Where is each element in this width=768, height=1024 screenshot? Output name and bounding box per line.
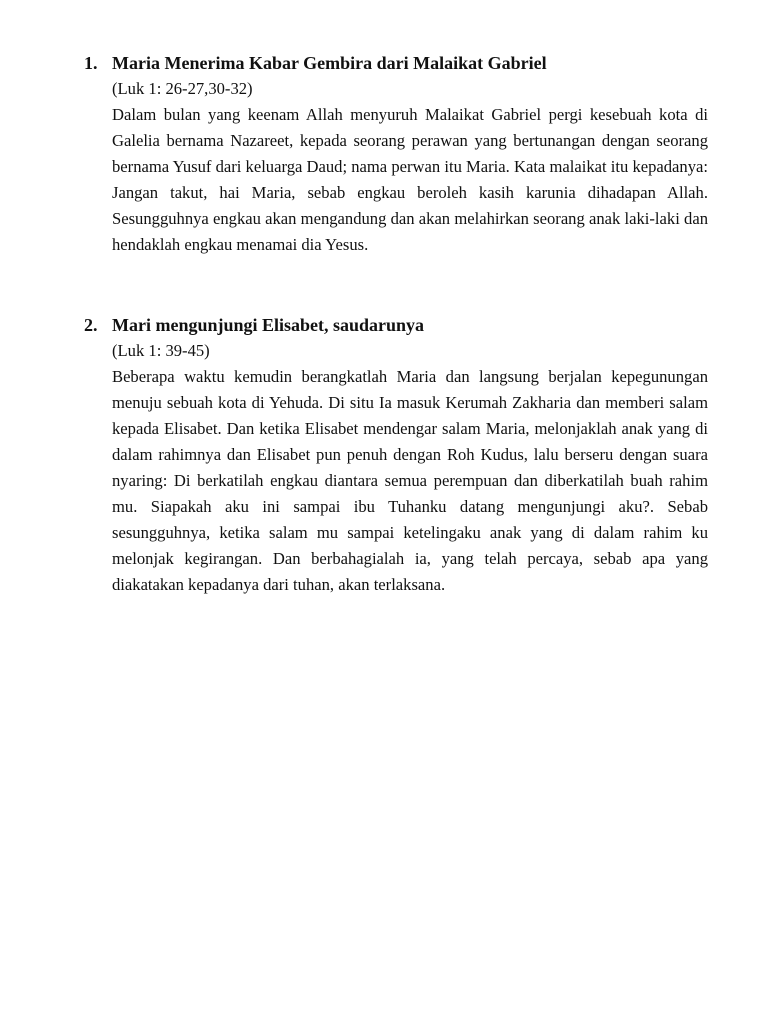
section-body <box>112 76 708 258</box>
section-paragraph: Beberapa waktu kemudin berangkatlah Maria dan langsung berjalan kepegunungan menuju sebuah kota di Yehuda. Di situ Ia masuk Kerumah Zakharia dan memberi salam kepada Elisabet. Dan ketika Elisabet mendengar salam Maria, melonjaklah anak yang di dalam rahimnya dan Elisabet pun penuh dengan Roh Kudus, lalu berseru dengan suara nyaring: Di berkatilah engkau diantara semua perempuan dan diberkatilah buah rahim mu. Siapakah aku ini sampai ibu Tuhanku datang mengunjungi aku?. Sebab sesungguhnya, ketika salam mu sampai ketelingaku anak yang di dalam rahim ku melonjak kegirangan. Dan berbahagialah ia, yang telah percaya, sebab apa yang diakatakan kepadanya dari tuhan, akan terlaksana. <box>112 367 708 594</box>
section-heading <box>84 50 708 76</box>
section-number: 1. <box>84 53 98 73</box>
section-maria-menerima-kabar <box>84 50 708 258</box>
section-maria-mengunjungi-elisabet <box>84 312 708 598</box>
section-title: Mari mengunjungi Elisabet, saudarunya <box>112 315 425 335</box>
section-body <box>112 338 708 598</box>
section-heading <box>84 312 708 338</box>
scripture-reference: (Luk 1: 26-27,30-32) <box>112 79 253 98</box>
section-paragraph: Dalam bulan yang keenam Allah menyuruh Malaikat Gabriel pergi kesebuah kota di Galelia bernama Nazareet, kepada seorang perawan yang bertunangan dengan seorang bernama Yusuf dari keluarga Daud; nama perwan itu Maria. Kata malaikat itu kepadanya: Jangan takut, hai Maria, sebab engkau beroleh kasih karunia dihadapan Allah. Sesungguhnya engkau akan mengandung dan akan melahirkan seorang anak laki-laki dan hendaklah engkau menamai dia Yesus. <box>112 105 708 254</box>
section-number: 2. <box>84 315 98 335</box>
section-title: Maria Menerima Kabar Gembira dari Malaikat Gabriel <box>112 53 547 73</box>
scripture-reference: (Luk 1: 39-45) <box>112 341 210 360</box>
